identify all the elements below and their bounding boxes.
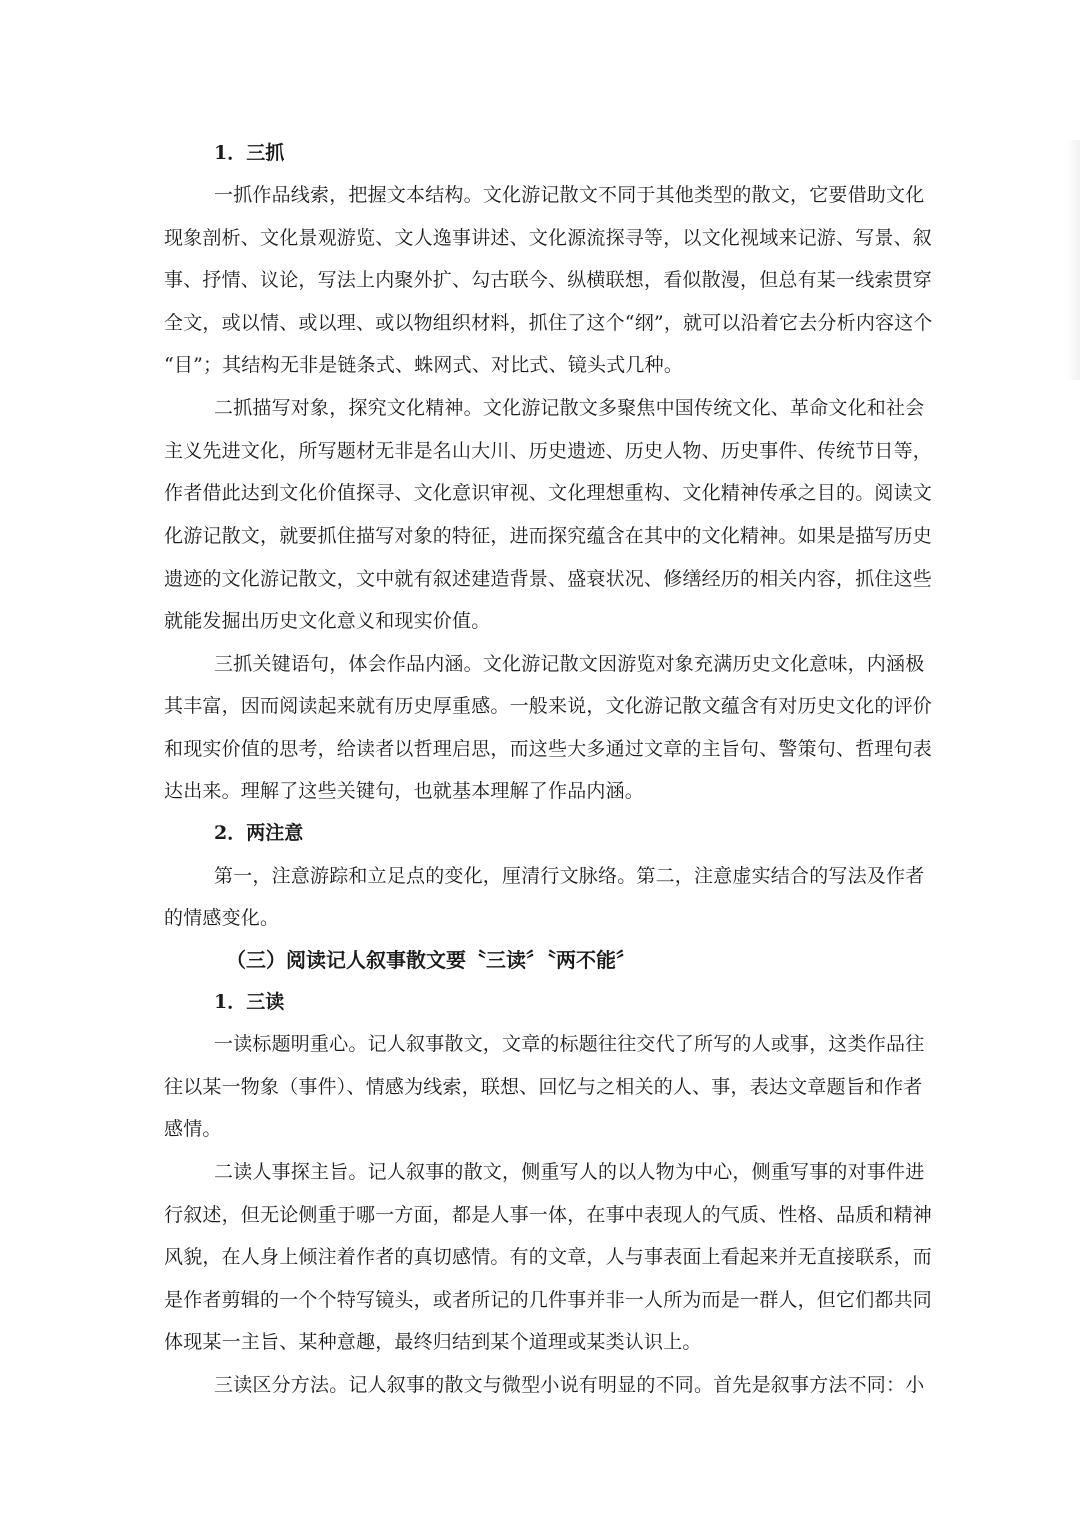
heading-san-du: 1．三读 xyxy=(214,991,285,1013)
paragraph-line: 遗迹的文化游记散文，文中就有叙述建造背景、盛衰状况、修缮经历的相关内容，抓住这些 xyxy=(164,568,933,590)
paragraph-line: 一读标题明重心。记人叙事散文，文章的标题往往交代了所写的人或事，这类作品往 xyxy=(214,1033,925,1055)
paragraph-line: 三抓关键语句，体会作品内涵。文化游记散文因游览对象充满历史文化意味，内涵极 xyxy=(214,653,925,675)
heading-liang-zhuyi: 2．两注意 xyxy=(214,822,304,844)
section-title: （三）阅读记人叙事散文要〝三读〞〝两不能〞 xyxy=(226,948,636,972)
paragraph-line: 二抓描写对象，探究文化精神。文化游记散文多聚焦中国传统文化、革命文化和社会 xyxy=(214,397,925,419)
paragraph-line: 体现某一主旨、某种意趣，最终归结到某个道理或某类认识上。 xyxy=(164,1331,702,1353)
paragraph-line: 就能发掘出历史文化意义和现实价值。 xyxy=(164,610,491,632)
paragraph-line: “目”；其结构无非是链条式、蛛网式、对比式、镜头式几种。 xyxy=(164,354,684,376)
paragraph-line: 二读人事探主旨。记人叙事的散文，侧重写人的以人物为中心，侧重写事的对事件进 xyxy=(214,1161,925,1183)
paragraph-line: 化游记散文，就要抓住描写对象的特征，进而探究蕴含在其中的文化精神。如果是描写历史 xyxy=(164,525,933,547)
paragraph-line: 和现实价值的思考，给读者以哲理启思，而这些大多通过文章的主旨句、警策句、哲理句表 xyxy=(164,738,933,760)
paragraph-line: 全文，或以情、或以理、或以物组织材料，抓住了这个“纲”，就可以沿着它去分析内容这个 xyxy=(164,312,933,334)
paragraph-line: 达出来。理解了这些关键句，也就基本理解了作品内涵。 xyxy=(164,780,645,802)
paragraph-line: 的情感变化。 xyxy=(164,907,280,929)
heading-san-zhua: 1．三抓 xyxy=(214,142,285,164)
paragraph-line: 作者借此达到文化价值探寻、文化意识审视、文化理想重构、文化精神传承之目的。阅读文 xyxy=(164,482,933,504)
paragraph-line: 三读区分方法。记人叙事的散文与微型小说有明显的不同。首先是叙事方法不同：小 xyxy=(214,1374,925,1396)
paragraph-line: 感情。 xyxy=(164,1118,222,1140)
paragraph-line: 其丰富，因而阅读起来就有历史厚重感。一般来说，文化游记散文蕴含有对历史文化的评价 xyxy=(164,695,933,717)
paragraph-line: 行叙述，但无论侧重于哪一方面，都是人事一体，在事中表现人的气质、性格、品质和精神 xyxy=(164,1204,933,1226)
paragraph-line: 往以某一物象（事件）、情感为线索，联想、回忆与之相关的人、事，表达文章题旨和作者 xyxy=(164,1076,923,1098)
paragraph-line: 第一，注意游踪和立足点的变化，厘清行文脉络。第二，注意虚实结合的写法及作者 xyxy=(214,865,925,887)
page-edge-shadow xyxy=(1066,140,1080,380)
paragraph-line: 风貌，在人身上倾注着作者的真切感情。有的文章，人与事表面上看起来并无直接联系，而 xyxy=(164,1246,933,1268)
paragraph-line: 是作者剪辑的一个个特写镜头，或者所记的几件事并非一人所为而是一群人，但它们都共同 xyxy=(164,1289,933,1311)
paragraph-line: 一抓作品线索，把握文本结构。文化游记散文不同于其他类型的散文，它要借助文化 xyxy=(214,184,925,206)
paragraph-line: 主义先进文化，所写题材无非是名山大川、历史遗迹、历史人物、历史事件、传统节日等， xyxy=(164,440,933,462)
paragraph-line: 现象剖析、文化景观游览、文人逸事讲述、文化源流探寻等，以文化视域来记游、写景、叙 xyxy=(164,227,933,249)
paragraph-line: 事、抒情、议论，写法上内聚外扩、勾古联今、纵横联想，看似散漫，但总有某一线索贯穿 xyxy=(164,269,933,291)
